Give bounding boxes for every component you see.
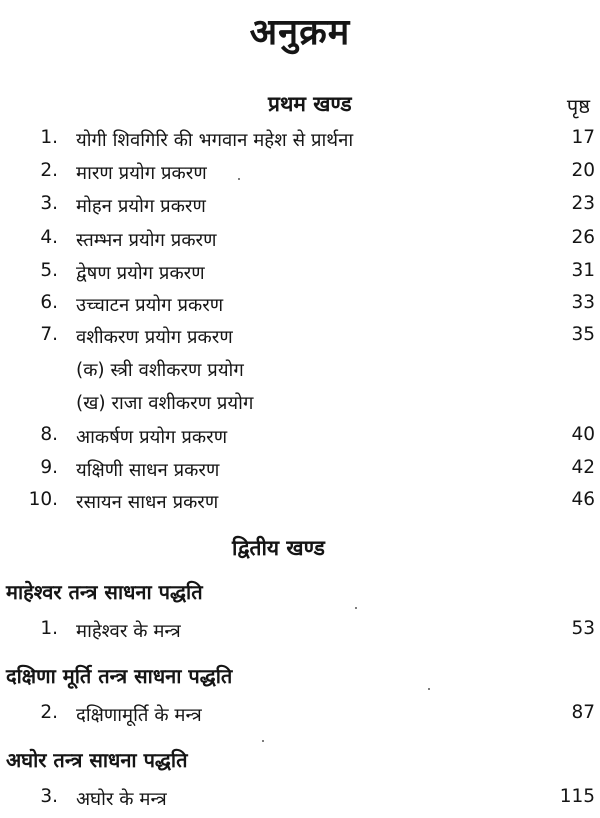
entry-number: 10. [28, 489, 58, 510]
entry-page: 20 [571, 160, 595, 181]
toc-entry [0, 160, 600, 192]
entry-number: 5. [40, 260, 58, 281]
entry-page: 26 [571, 227, 595, 248]
entry-page: 40 [571, 424, 595, 445]
entry-title: दक्षिणामूर्ति के मन्त्र [76, 705, 202, 726]
entry-number: 2. [40, 160, 58, 181]
entry-number: 4. [40, 227, 58, 248]
entry-number: 1. [40, 618, 58, 639]
subentry-title: (क) स्त्री वशीकरण प्रयोग [76, 360, 244, 381]
toc-entry [0, 786, 600, 818]
entry-page: 42 [571, 457, 595, 478]
entry-title: योगी शिवगिरि की भगवान महेश से प्रार्थना [76, 130, 354, 151]
entry-number: 6. [40, 292, 58, 313]
group-heading: माहेश्वर तन्त्र साधना पद्धति [6, 580, 203, 604]
scan-speck [238, 178, 240, 180]
page-column-heading: पृष्ठ [566, 94, 590, 118]
entry-title: मोहन प्रयोग प्रकरण [76, 196, 206, 217]
group-heading: अघोर तन्त्र साधना पद्धति [6, 748, 188, 772]
toc-entry [0, 489, 600, 521]
toc-entry [0, 424, 600, 456]
entry-number: 1. [40, 127, 58, 148]
entry-page: 87 [571, 702, 595, 723]
entry-title: अघोर के मन्त्र [76, 789, 167, 810]
entry-number: 3. [40, 193, 58, 214]
toc-entry [0, 324, 600, 356]
entry-title: उच्चाटन प्रयोग प्रकरण [76, 295, 224, 316]
toc-entry [0, 457, 600, 489]
entry-page: 23 [571, 193, 595, 214]
entry-number: 3. [40, 786, 58, 807]
entry-title: आकर्षण प्रयोग प्रकरण [76, 427, 228, 448]
toc-entry [0, 227, 600, 259]
entry-page: 115 [559, 786, 595, 807]
subentry-title: (ख) राजा वशीकरण प्रयोग [76, 393, 254, 414]
entry-number: 7. [40, 324, 58, 345]
toc-entry [0, 702, 600, 734]
entry-title: रसायन साधन प्रकरण [76, 492, 219, 513]
toc-entry [0, 292, 600, 324]
entry-title: यक्षिणी साधन प्रकरण [76, 460, 220, 481]
scan-speck [262, 740, 264, 742]
entry-number: 2. [40, 702, 58, 723]
entry-page: 46 [571, 489, 595, 510]
entry-page: 31 [571, 260, 595, 281]
toc-entry [0, 260, 600, 292]
toc-subentry [0, 390, 600, 422]
toc-entry [0, 127, 600, 159]
entry-title: द्वेषण प्रयोग प्रकरण [76, 263, 205, 284]
page-title: अनुक्रम [249, 12, 351, 53]
scan-speck [428, 688, 430, 690]
toc-entry [0, 193, 600, 225]
entry-number: 9. [40, 457, 58, 478]
group-heading: दक्षिणा मूर्ति तन्त्र साधना पद्धति [6, 664, 233, 688]
entry-title: मारण प्रयोग प्रकरण [76, 163, 207, 184]
entry-page: 33 [571, 292, 595, 313]
entry-title: स्तम्भन प्रयोग प्रकरण [76, 230, 217, 251]
part2-heading: द्वितीय खण्ड [232, 536, 325, 560]
part1-heading: प्रथम खण्ड [268, 92, 352, 116]
entry-number: 8. [40, 424, 58, 445]
toc-entry [0, 618, 600, 650]
toc-subentry [0, 357, 600, 389]
scan-speck [355, 607, 357, 609]
entry-page: 17 [571, 127, 595, 148]
entry-page: 53 [571, 618, 595, 639]
entry-title: वशीकरण प्रयोग प्रकरण [76, 327, 233, 348]
entry-page: 35 [571, 324, 595, 345]
entry-title: माहेश्वर के मन्त्र [76, 621, 181, 642]
